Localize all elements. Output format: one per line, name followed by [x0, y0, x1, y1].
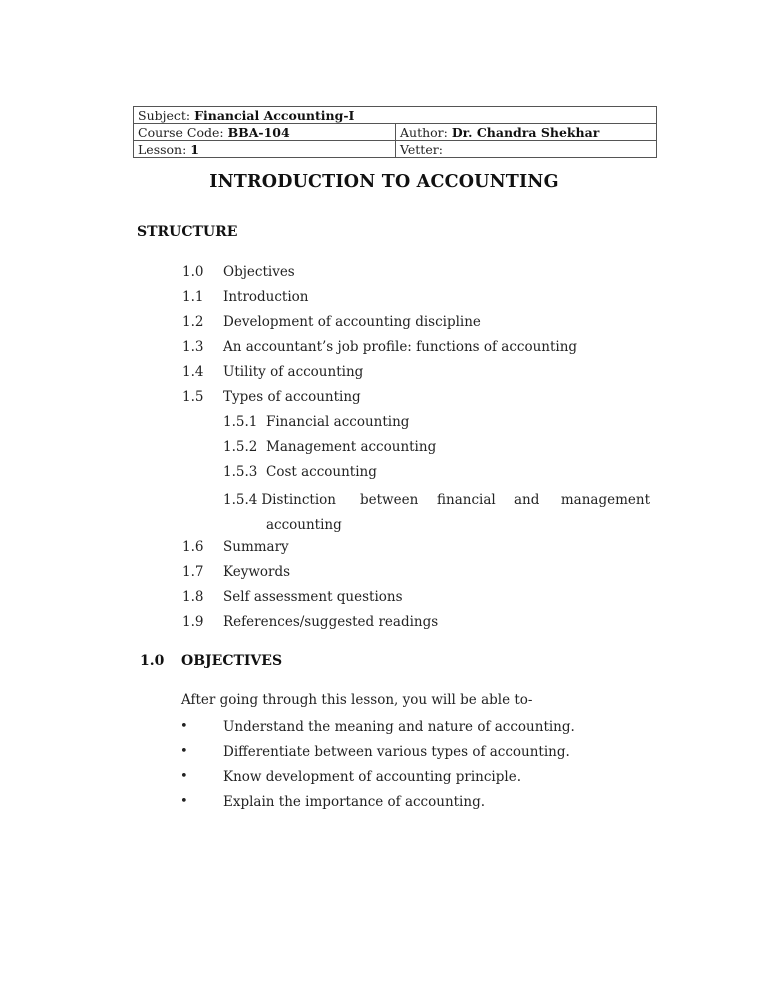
lesson-value: 1 [190, 141, 199, 157]
lesson-label: Lesson: [138, 141, 191, 157]
toc-number: 1.5.4 [223, 492, 258, 508]
course-code-value: BBA-104 [227, 124, 290, 140]
course-code-label: Course Code: [138, 124, 228, 140]
toc-label: Objectives [223, 264, 295, 280]
objective-text: Know development of accounting principle. [223, 769, 521, 785]
toc-label: Self assessment questions [223, 589, 403, 605]
author-value: Dr. Chandra Shekhar [451, 124, 600, 140]
toc-label-word: between [360, 492, 419, 508]
subject-row [134, 107, 657, 124]
toc-label: Cost accounting [266, 464, 377, 480]
document-title: INTRODUCTION TO ACCOUNTING [209, 172, 559, 192]
objective-text: Understand the meaning and nature of accounting. [223, 719, 575, 735]
vetter-cell [396, 141, 657, 158]
subject-value: Financial Accounting-I [194, 107, 355, 123]
objective-text: Explain the importance of accounting. [223, 794, 486, 810]
toc-label: Development of accounting discipline [223, 314, 481, 330]
toc-number: 1.5.1 [223, 414, 258, 430]
objectives-number: 1.0 [140, 653, 165, 669]
toc-label: Financial accounting [266, 414, 410, 430]
toc-label-word: and [514, 492, 540, 508]
objective-text: Differentiate between various types of accounting. [223, 744, 570, 760]
toc-label: Introduction [223, 289, 309, 305]
toc-label: Types of accounting [223, 389, 361, 405]
toc-number: 1.5 [182, 389, 204, 405]
bullet-icon: • [180, 719, 188, 734]
toc-number: 1.5.3 [223, 464, 258, 480]
toc-subitem-line [223, 488, 650, 513]
toc-subitem-continuation: accounting [266, 517, 342, 533]
toc-label: Management accounting [266, 439, 437, 455]
structure-heading: STRUCTURE [137, 224, 238, 240]
toc-subitem [223, 488, 650, 538]
course-code-cell [134, 124, 396, 141]
bullet-icon: • [180, 769, 188, 784]
objectives-heading: OBJECTIVES [181, 653, 283, 669]
toc-label: Summary [223, 539, 289, 555]
course-code-row [134, 124, 657, 141]
toc-number: 1.8 [182, 589, 204, 605]
toc-label: An accountant’s job profile: functions of accounting [223, 339, 578, 355]
lesson-row [134, 141, 657, 158]
toc-label: Keywords [223, 564, 291, 580]
author-label: Author: [400, 124, 452, 140]
toc-number: 1.4 [182, 364, 204, 380]
toc-label: Utility of accounting [223, 364, 364, 380]
vetter-label: Vetter: [400, 141, 443, 157]
objectives-intro: After going through this lesson, you will be able to- [181, 692, 533, 708]
toc-number: 1.9 [182, 614, 204, 630]
bullet-icon: • [180, 744, 188, 759]
subject-label: Subject: [138, 107, 195, 123]
toc-label: References/suggested readings [223, 614, 439, 630]
toc-label-word: financial [437, 492, 496, 508]
toc-number: 1.2 [182, 314, 204, 330]
author-cell [396, 124, 657, 141]
toc-number: 1.0 [182, 264, 204, 280]
bullet-icon: • [180, 794, 188, 809]
subject-cell [134, 107, 657, 124]
toc-number: 1.6 [182, 539, 204, 555]
toc-number: 1.7 [182, 564, 204, 580]
course-info-table [133, 106, 657, 158]
toc-label-word: management [560, 492, 650, 508]
lesson-cell [134, 141, 396, 158]
toc-number: 1.3 [182, 339, 204, 355]
toc-label-word: Distinction [261, 492, 336, 508]
toc-number: 1.1 [182, 289, 204, 305]
toc-number: 1.5.2 [223, 439, 258, 455]
